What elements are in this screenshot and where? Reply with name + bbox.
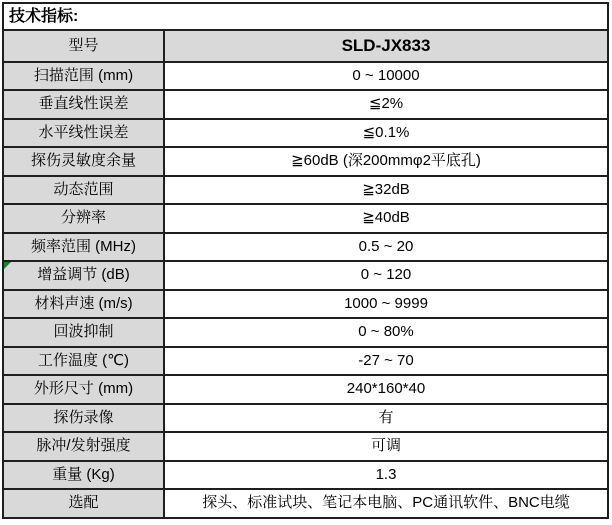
table-row xyxy=(3,261,608,290)
table-row xyxy=(3,489,608,518)
spec-label-cell: 动态范围 xyxy=(3,176,164,205)
spec-label-cell: 外形尺寸 (mm) xyxy=(3,375,164,404)
spec-label-cell: 重量 (Kg) xyxy=(3,461,164,490)
table-row xyxy=(3,318,608,347)
table-row xyxy=(3,461,608,490)
spec-label-cell: 回波抑制 xyxy=(3,318,164,347)
spec-value-cell: -27 ~ 70 xyxy=(164,347,608,376)
table-row xyxy=(3,119,608,148)
table-row xyxy=(3,347,608,376)
spec-value-cell: 有 xyxy=(164,404,608,433)
spec-label-cell: 分辨率 xyxy=(3,204,164,233)
table-row xyxy=(3,204,608,233)
page-title: 技术指标: xyxy=(3,3,608,30)
spec-label-cell: 材料声速 (m/s) xyxy=(3,290,164,319)
spec-label-cell xyxy=(3,261,164,290)
spec-label-cell: 脉冲/发射强度 xyxy=(3,432,164,461)
spec-value-cell: 1.3 xyxy=(164,461,608,490)
spec-label-cell: 扫描范围 (mm) xyxy=(3,62,164,91)
table-row xyxy=(3,432,608,461)
spec-value-cell: ≦0.1% xyxy=(164,119,608,148)
table-row xyxy=(3,147,608,176)
table-row xyxy=(3,233,608,262)
spec-value-cell: 0.5 ~ 20 xyxy=(164,233,608,262)
spec-value-cell: ≧60dB (深200mmφ2平底孔) xyxy=(164,147,608,176)
spec-label-cell: 水平线性误差 xyxy=(3,119,164,148)
spec-value-cell: 可调 xyxy=(164,432,608,461)
spec-value-cell: 0 ~ 120 xyxy=(164,261,608,290)
spec-table xyxy=(2,2,609,519)
spec-label-cell: 型号 xyxy=(3,30,164,62)
spec-value-cell: 240*160*40 xyxy=(164,375,608,404)
table-row xyxy=(3,176,608,205)
table-row xyxy=(3,404,608,433)
spec-label-cell: 频率范围 (MHz) xyxy=(3,233,164,262)
spec-value-cell: SLD-JX833 xyxy=(164,30,608,62)
table-row xyxy=(3,62,608,91)
spec-value-cell: 探头、标准试块、笔记本电脑、PC通讯软件、BNC电缆 xyxy=(164,489,608,518)
excel-error-indicator-icon xyxy=(4,262,11,269)
spec-label-cell: 工作温度 (℃) xyxy=(3,347,164,376)
title-row xyxy=(3,3,608,30)
table-row xyxy=(3,90,608,119)
spec-value-cell: 0 ~ 80% xyxy=(164,318,608,347)
table-row xyxy=(3,290,608,319)
table-row xyxy=(3,30,608,62)
spec-value-cell: ≧40dB xyxy=(164,204,608,233)
spec-label-cell: 选配 xyxy=(3,489,164,518)
spec-value-cell: 1000 ~ 9999 xyxy=(164,290,608,319)
spec-label-cell: 垂直线性误差 xyxy=(3,90,164,119)
spec-value-cell: 0 ~ 10000 xyxy=(164,62,608,91)
spec-label-cell: 探伤录像 xyxy=(3,404,164,433)
spec-label: 增益调节 (dB) xyxy=(37,266,130,284)
spec-value-cell: ≧32dB xyxy=(164,176,608,205)
table-row xyxy=(3,375,608,404)
spec-value-cell: ≦2% xyxy=(164,90,608,119)
spec-label-cell: 探伤灵敏度余量 xyxy=(3,147,164,176)
